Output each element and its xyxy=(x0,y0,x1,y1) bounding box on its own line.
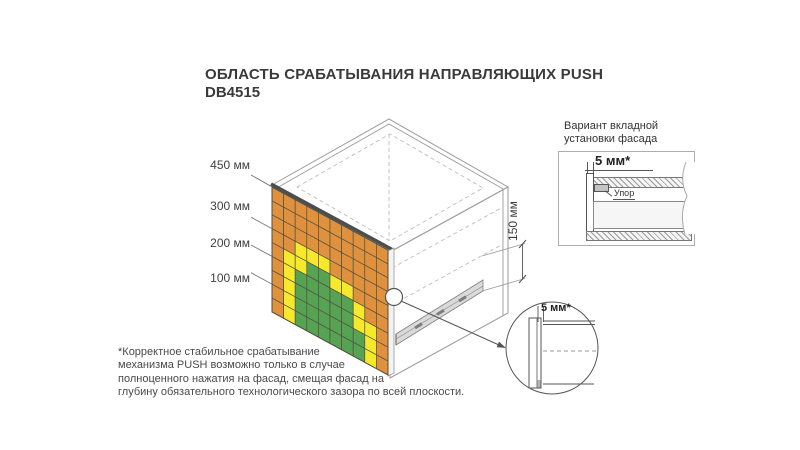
detail-gap-label: 5 мм* xyxy=(541,302,571,314)
footnote-line: глубину обязательного технологического зазора по всей плоскости. xyxy=(118,385,465,398)
inset-bottom-panel-section xyxy=(586,231,692,241)
dim-label-200: 200 мм xyxy=(210,236,250,250)
page-subtitle: DB4515 xyxy=(205,84,261,101)
dimension-leaders xyxy=(251,175,272,284)
dim-label-300: 300 мм xyxy=(210,199,250,213)
inset-stop-label: Упор xyxy=(614,188,635,198)
inset-mounting-detail xyxy=(558,151,695,246)
dim-label-100: 100 мм xyxy=(210,271,250,285)
detail-marker-circle xyxy=(386,289,403,306)
inset-drawer-section xyxy=(593,201,692,229)
footnote-line: *Корректное стабильное срабатывание xyxy=(118,346,320,358)
inset-header-line1: Вариант вкладной xyxy=(564,120,659,132)
dim-label-150: 150 мм xyxy=(506,201,520,241)
footnote-line: механизма PUSH возможно только в случае xyxy=(118,359,345,372)
inset-gap-label: 5 мм* xyxy=(595,153,631,168)
inset-header xyxy=(564,120,658,146)
footnote xyxy=(118,346,464,399)
inset-dimension-line xyxy=(585,170,653,171)
inset-break-line xyxy=(679,162,695,242)
detail-view-circle xyxy=(506,302,598,394)
footnote-line: полноценного нажатия на фасад, смещая фасад на xyxy=(118,372,384,385)
dim-label-450: 450 мм xyxy=(210,158,250,172)
inset-header-line2: установки фасада xyxy=(564,133,658,145)
page-title: ОБЛАСТЬ СРАБАТЫВАНИЯ НАПРАВЛЯЮЩИХ PUSH xyxy=(205,66,604,83)
